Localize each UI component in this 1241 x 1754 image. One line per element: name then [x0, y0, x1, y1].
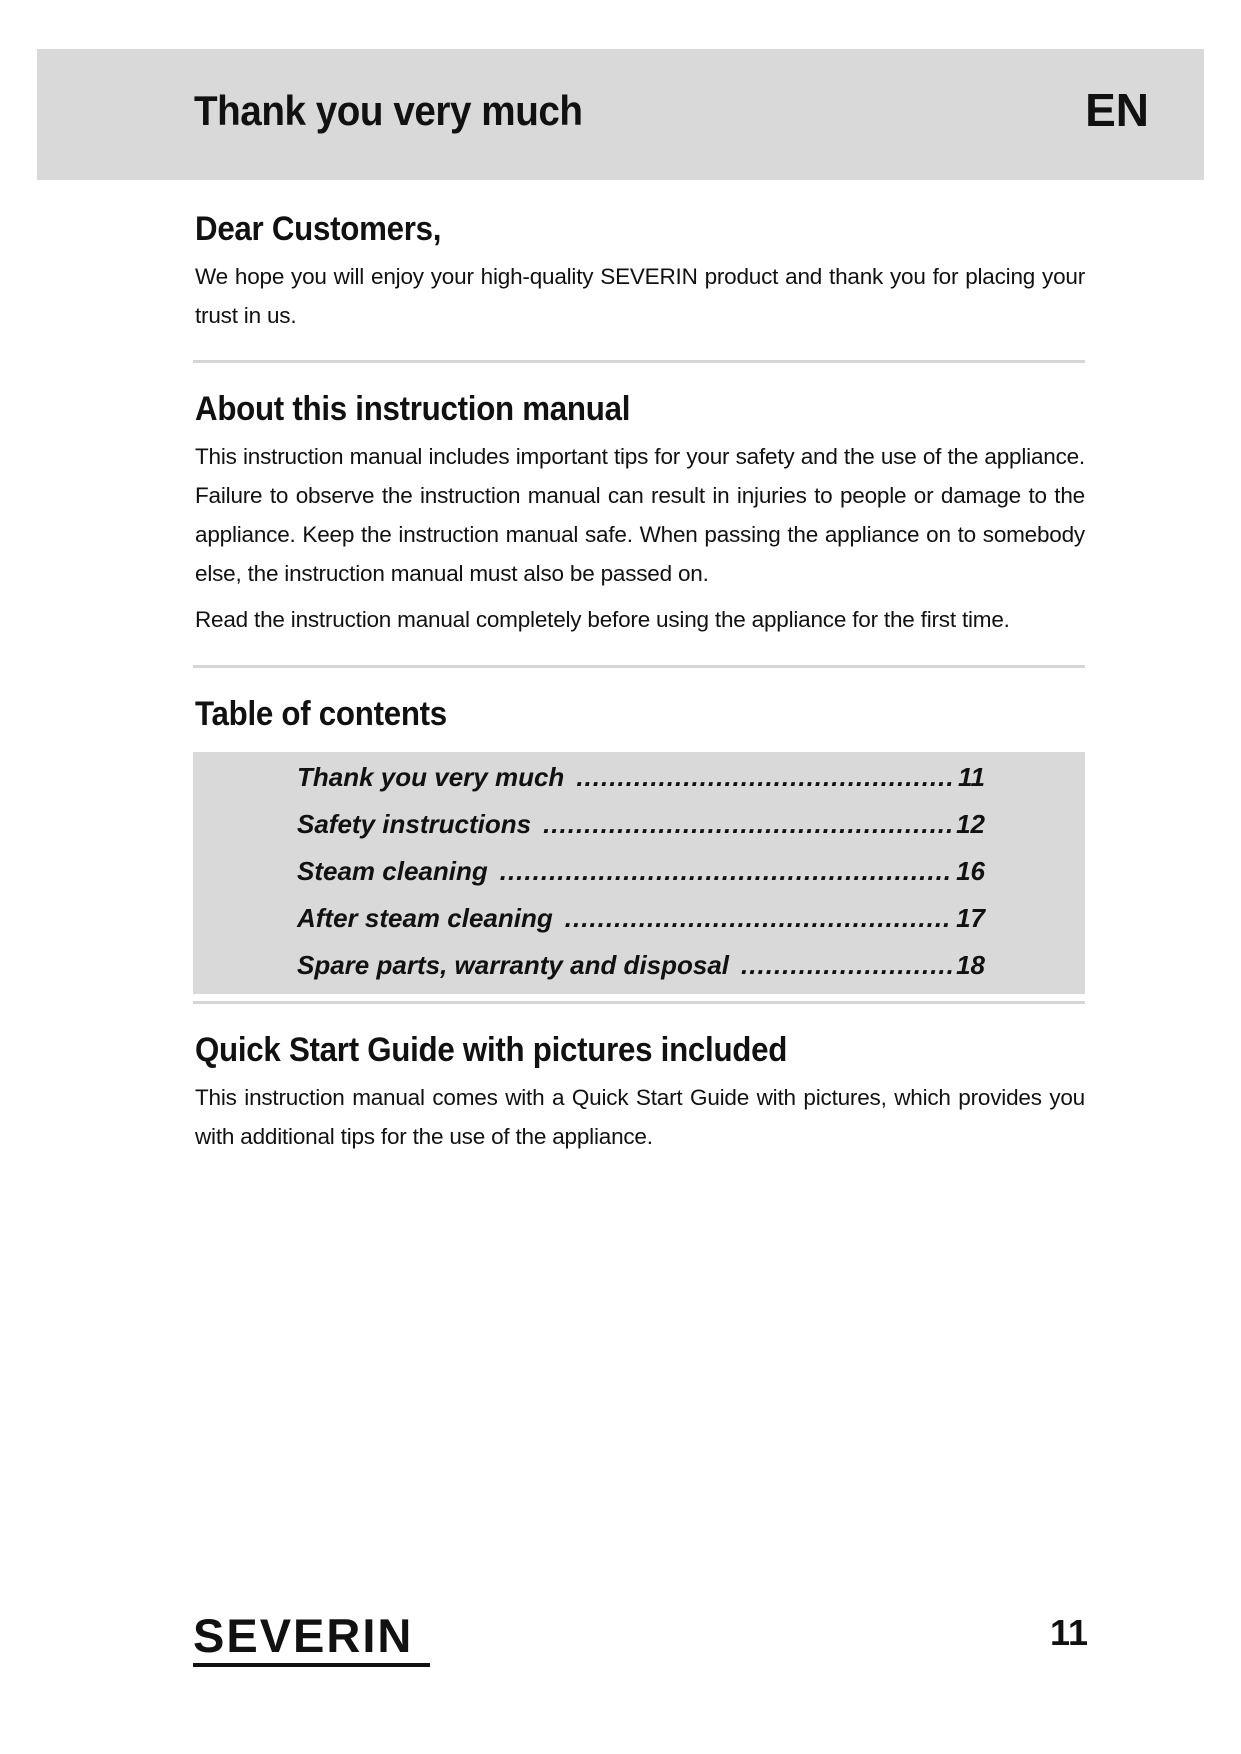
toc-item-label: Safety instructions — [297, 809, 532, 839]
divider — [193, 1001, 1085, 1004]
section-heading: Quick Start Guide with pictures included — [195, 1031, 788, 1069]
section-heading: Dear Customers, — [195, 210, 442, 248]
section-heading: About this instruction manual — [195, 390, 631, 428]
page-number: 11 — [1049, 1612, 1088, 1653]
toc-item-page: 18 — [956, 950, 985, 980]
toc-leader — [576, 762, 954, 793]
toc-item-label: Thank you very much — [297, 762, 565, 792]
language-code: EN — [1085, 84, 1149, 136]
toc-item-label: After steam cleaning — [297, 903, 553, 933]
toc-item-page: 17 — [956, 903, 985, 933]
toc-item-page: 12 — [956, 809, 985, 839]
section-heading: Table of contents — [195, 695, 447, 733]
toc-item[interactable] — [297, 903, 985, 943]
logo-text: SEVERIN — [193, 1609, 414, 1662]
toc-item[interactable] — [297, 950, 985, 990]
toc-item-label: Spare parts, warranty and disposal — [297, 950, 730, 980]
paragraph: We hope you will enjoy your high-quality SEVERIN product and thank you for placing your trust in us. — [195, 264, 1085, 328]
table-of-contents — [193, 752, 1085, 994]
toc-item-page: 16 — [956, 856, 985, 886]
page-title: Thank you very much — [194, 87, 583, 134]
toc-leader — [500, 856, 952, 887]
toc-leader — [741, 950, 952, 981]
toc-item-page: 11 — [958, 762, 985, 792]
paragraph: This instruction manual comes with a Quick Start Guide with pictures, which provides you with additional tips for the use of the appliance. — [195, 1085, 1085, 1149]
header-band — [37, 49, 1204, 180]
toc-leader — [543, 809, 952, 840]
toc-item[interactable] — [297, 762, 985, 802]
toc-item-label: Steam cleaning — [297, 856, 488, 886]
section-quick-start — [195, 1031, 1085, 1156]
toc-item[interactable] — [297, 809, 985, 849]
divider — [193, 665, 1085, 668]
severin-logo — [193, 1609, 430, 1667]
toc-item[interactable] — [297, 856, 985, 896]
section-toc-heading — [195, 695, 1085, 734]
paragraph: Read the instruction manual completely before using the appliance for the first time. — [195, 607, 1010, 632]
section-dear-customers — [195, 210, 1085, 335]
toc-leader — [565, 903, 952, 934]
paragraph: This instruction manual includes important tips for your safety and the use of the appliance. Failure to observe the instruction manual can result in injuries to people or damage to the appliance. Keep the instruction manual safe. When passing the appliance on to somebody else, the instruction manual must also be passed on. — [195, 444, 1085, 586]
divider — [193, 360, 1085, 363]
logo-underline — [193, 1663, 430, 1667]
section-about-manual — [195, 390, 1085, 639]
